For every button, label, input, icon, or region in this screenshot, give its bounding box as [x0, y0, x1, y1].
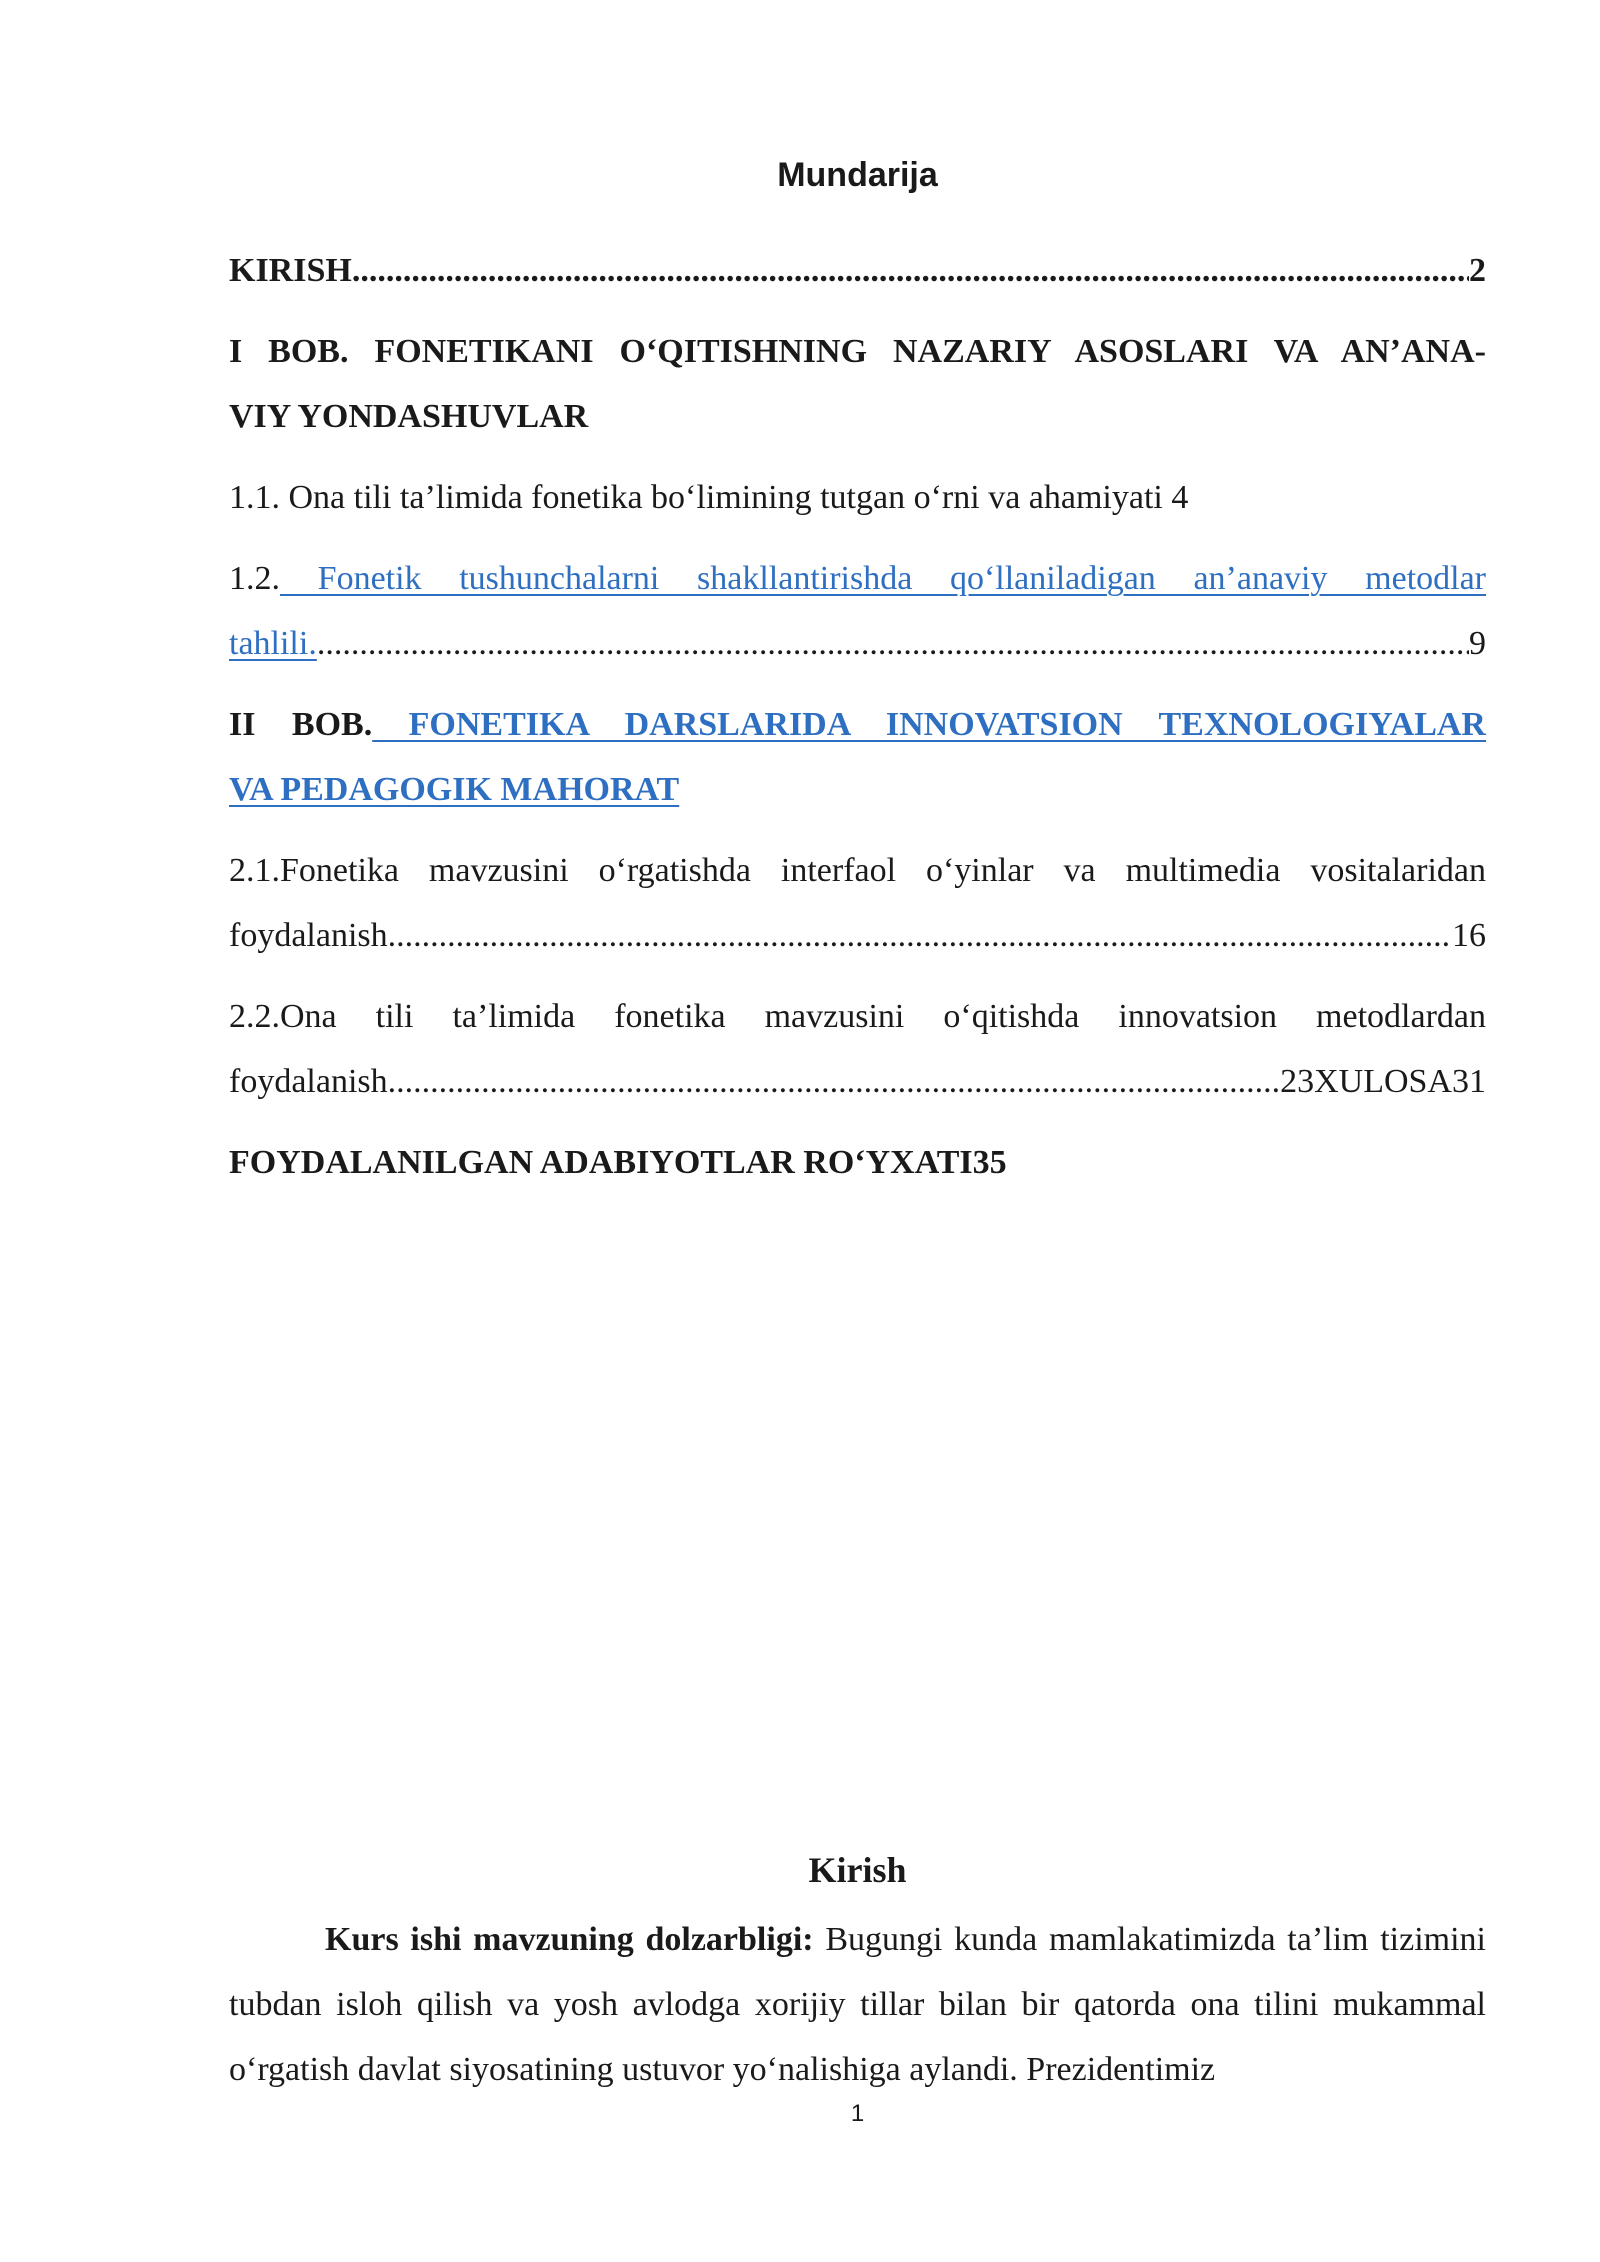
toc-entry-page: 2 [1469, 252, 1486, 289]
toc-entry-chapter-1[interactable] [229, 319, 1486, 449]
toc-entry-line: I BOB. FONETIKANI O‘QITISHNING NAZARIY ASOSLARI VA AN’ANA- [229, 333, 1486, 370]
toc-entry-section-1-1[interactable] [229, 465, 1486, 530]
toc-entry-page: 9 [1469, 625, 1486, 662]
toc-entry-chapter-2[interactable] [229, 692, 1486, 822]
table-of-contents [229, 238, 1486, 1211]
toc-entry-label: foydalanish [229, 917, 388, 954]
intro-paragraph-text: Bugungi kunda mamlakatimizda ta’lim tizimini tubdan isloh qilish va yosh avlodga xorijiy tillar bilan bir qatorda ona tilini mukammal o‘rgatish davlat siyosatining ustuvor yo‘nalishiga aylandi. Prezidentimiz [229, 1921, 1486, 2088]
toc-dot-leader [317, 611, 1469, 676]
toc-entry-line [229, 757, 1486, 822]
intro-bold-lead: Kurs ishi mavzuning dolzarbligi: [325, 1921, 814, 1958]
toc-entry-prefix: II BOB. [229, 706, 373, 743]
toc-entry-line [229, 692, 1486, 757]
toc-entry-section-1-2[interactable] [229, 546, 1486, 676]
toc-entry-line: 2.1.Fonetika mavzusini o‘rgatishda interfaol o‘yinlar va multimedia vositalaridan [229, 852, 1486, 889]
toc-entry-link[interactable]: tahlili. [229, 625, 317, 662]
intro-heading: Kirish [808, 1850, 907, 1890]
toc-dot-leader [352, 238, 1469, 303]
page-number: 1 [850, 2100, 865, 2127]
toc-entry-page: 16 [1452, 917, 1486, 954]
toc-entry-line [229, 611, 1486, 676]
toc-entry-link[interactable]: FONETIKA DARSLARIDA INNOVATSION TEXNOLOGIYALAR [372, 706, 1486, 743]
toc-dot-leader [388, 1049, 1280, 1114]
toc-entry-page: 23XULOSA31 [1280, 1063, 1486, 1100]
toc-entry-kirish[interactable] [229, 238, 1486, 303]
toc-entry-link[interactable]: Fonetik tushunchalarni shakllantirishda qo‘llaniladigan an’anaviy metodlar [280, 560, 1486, 597]
toc-entry-line [229, 903, 1486, 968]
toc-entry-label: foydalanish [229, 1063, 388, 1100]
toc-title: Mundarija [777, 156, 938, 194]
toc-entry-line: 2.2.Ona tili ta’limida fonetika mavzusini o‘qitishda innovatsion metodlardan [229, 998, 1486, 1035]
toc-entry-references[interactable] [229, 1130, 1486, 1195]
toc-entry-label: KIRISH [229, 252, 352, 289]
toc-entry-text: 1.1. Ona tili ta’limida fonetika bo‘limining tutgan o‘rni va ahamiyati 4 [229, 479, 1189, 516]
toc-entry-line [229, 1049, 1486, 1114]
toc-entry-line [229, 546, 1486, 611]
intro-section [229, 1907, 1486, 2102]
toc-entry-text: FOYDALANILGAN ADABIYOTLAR RO‘YXATI35 [229, 1144, 1007, 1181]
toc-dot-leader [388, 903, 1452, 968]
toc-entry-line: VIY YONDASHUVLAR [229, 398, 589, 435]
toc-entry-section-2-2[interactable] [229, 984, 1486, 1114]
toc-entry-link[interactable]: VA PEDAGOGIK MAHORAT [229, 771, 680, 808]
toc-entry-number: 1.2. [229, 560, 280, 597]
toc-entry-section-2-1[interactable] [229, 838, 1486, 968]
intro-paragraph [229, 1907, 1486, 2102]
